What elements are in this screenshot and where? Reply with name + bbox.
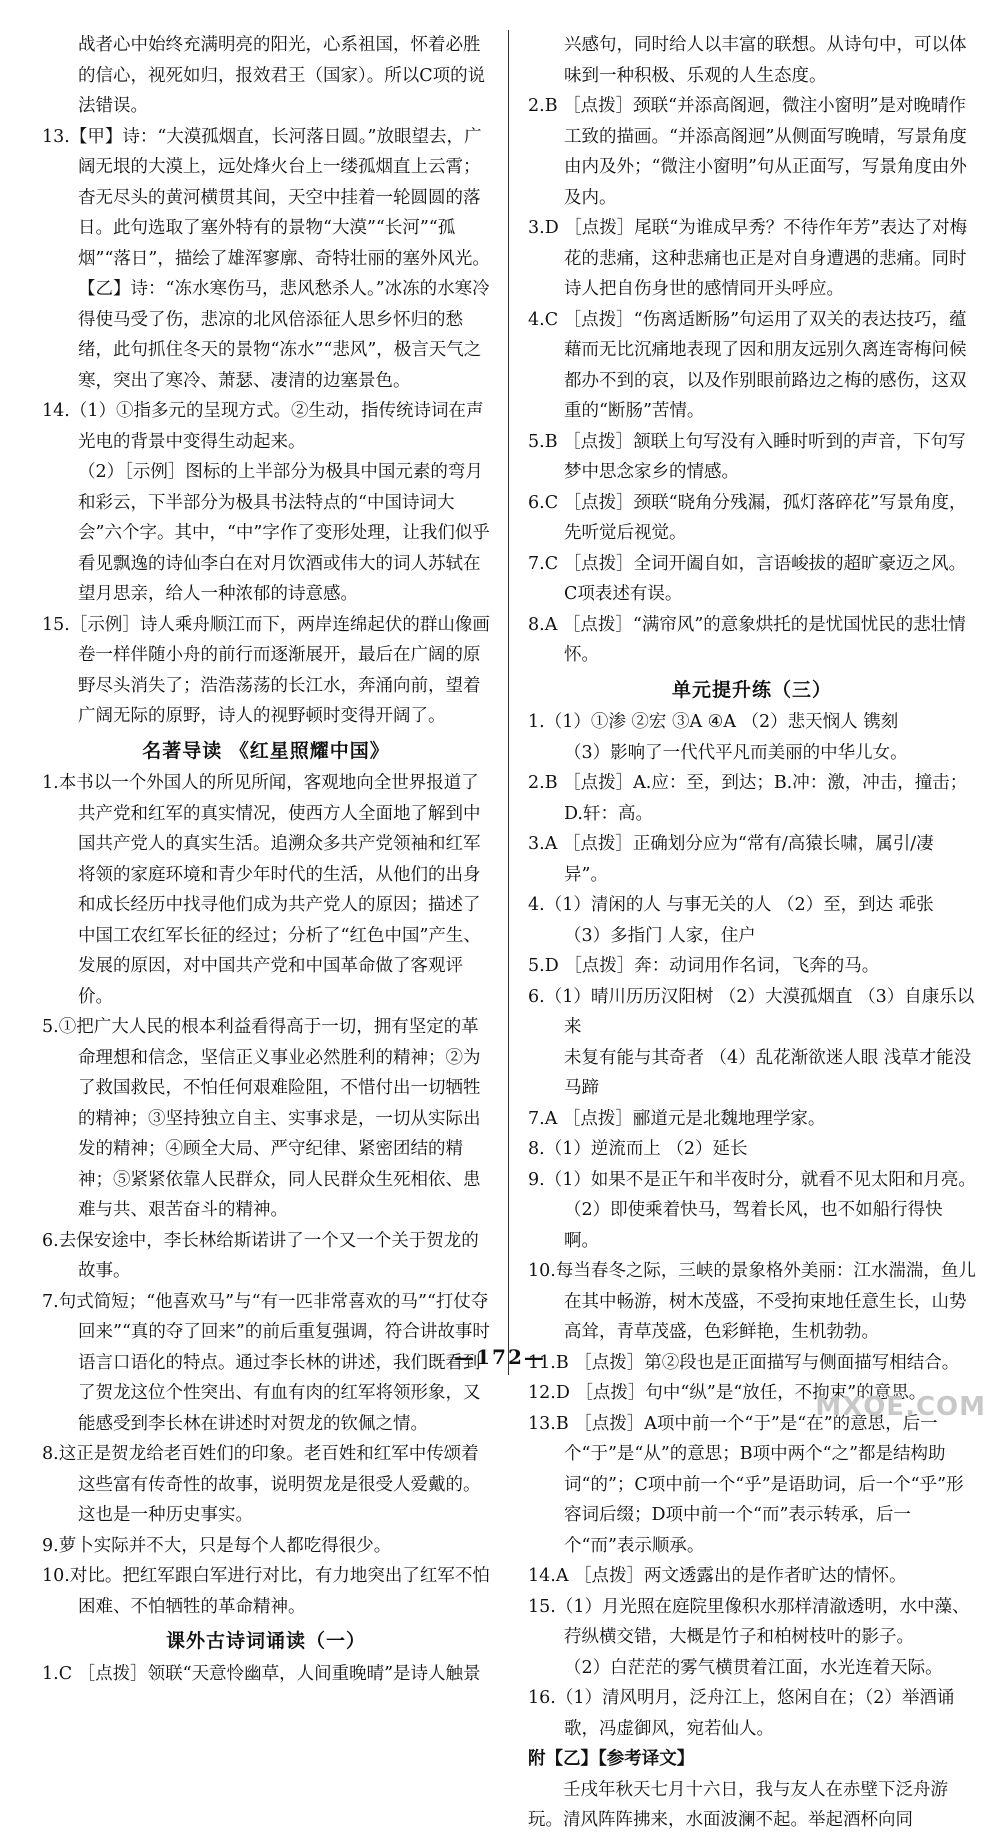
answer-k1-continuation: 兴感句，同时给人以丰富的联想。从诗句中，可以体味到一种积极、乐观的人生态度。 — [564, 35, 967, 86]
answer-u1-part1: 1.（1）①渗 ②宏 ③A ④A （2）悲天悯人 镌刻 — [528, 712, 899, 732]
answer-15: 15.［示例］诗人乘舟顺江而下，两岸连绵起伏的群山像画卷一样伴随小舟的前行而逐渐展开，最后在广阔的原野尽头消失了；浩浩荡荡的长江水，奔涌向前，望着广阔无际的原野，诗人的视野顿时变得开阔了。 — [42, 614, 490, 726]
answer-k1: 1.C ［点拨］领联“天意怜幽草，人间重晚晴”是诗人触景 — [42, 1663, 481, 1684]
answer-u6-part2: 未复有能与其奇者 （4）乱花渐欲迷人眼 浅草才能没马蹄 — [564, 1047, 972, 1098]
answer-u11: 11.B ［点拨］第②段也是正面描写与侧面描写相结合。 — [528, 1352, 960, 1373]
reference-translation: 壬戌年秋天七月十六日，我与友人在赤壁下泛舟游玩。清风阵阵拂来，水面波澜不起。举起酒杯向同 — [528, 1779, 948, 1830]
answer-k4: 4.C ［点拨］“伤离适断肠”句运用了双关的表达技巧，蕴藉而无比沉痛地表现了因和朋友远别久离连寄梅问候都办不到的哀，以及作别眼前路边之梅的感伤，这双重的“断肠”苦情。 — [528, 309, 967, 421]
answer-u6-part1: 6.（1）晴川历历汉阳树 （2）大漠孤烟直 （3）自康乐以来 — [528, 986, 975, 1037]
answer-m1: 1.本书以一个外国人的所见所闻，客观地向全世界报道了共产党和红军的真实情况，使西方人全面地了解到中国共产党人的真实生活。追溯众多共产党领袖和红军将领的家庭环境和青少年时代的生活，从他们的出身和成长经历中找寻他们成为共产党人的原因；描述了中国工农红军长征的经过；分析了“红色中国”产生、发展的原因，对中国共产党和中国革命做了客观评价。 — [42, 773, 481, 1007]
answer-u8: 8.（1）逆流而上 （2）延长 — [528, 1139, 748, 1159]
left-column — [42, 30, 490, 1689]
answer-m6: 6.去保安途中，李长林给斯诺讲了一个又一个关于贺龙的故事。 — [42, 1230, 479, 1281]
answer-u12: 12.D ［点拨］句中“纵”是“放任，不拘束”的意思。 — [528, 1383, 927, 1403]
appendix-heading: 附【乙】【参考译文】 — [528, 1749, 695, 1769]
answer-k6: 6.C ［点拨］颈联“晓角分残漏，孤灯落碎花”写景角度，先听觉后视觉。 — [528, 492, 967, 543]
answer-m8: 8.这正是贺龙给老百姓们的印象。老百姓和红军中传颂着这些富有传奇性的故事，说明贺龙是很受人爱戴的。这也是一种历史事实。 — [42, 1444, 481, 1525]
answer-u5: 5.D ［点拨］奔：动词用作名词，飞奔的马。 — [528, 956, 880, 976]
section-heading-classic-reading: 名著导读 《红星照耀中国》 — [142, 739, 390, 762]
answer-u9-part2: （2）即使乘着快马，驾着长风，也不如船行得快啊。 — [564, 1200, 943, 1251]
right-column — [528, 30, 976, 1836]
answer-14-part1: 14.（1）①指多元的呈现方式。②生动，指传统诗词在声光电的背景中变得生动起来。 — [42, 401, 484, 452]
answer-u16: 16.（1）清风明月，泛舟江上，悠闲自在；（2）举酒诵歌，冯虚御风，宛若仙人。 — [528, 1688, 955, 1739]
answer-u7: 7.A ［点拨］郦道元是北魏地理学家。 — [528, 1108, 826, 1129]
answer-u2: 2.B ［点拨］A.应：至，到达；B.冲：激，冲击，撞击；D.轩：高。 — [528, 773, 968, 824]
column-divider — [508, 30, 509, 1375]
section-heading-poetry-recital: 课外古诗词诵读（一） — [165, 1630, 366, 1652]
answer-m5: 5.①把广大人民的根本利益看得高于一切，拥有坚定的革命理想和信念，坚信正义事业必然胜利的精神；②为了救国救民，不怕任何艰难险阻，不惜付出一切牺牲的精神；③坚持独立自主、实事求是，一切从实际出发的精神；④顾全大局、严守纪律、紧密团结的精神；⑤紧紧依靠人民群众，同人民群众生死相依、患难与共、艰苦奋斗的精神。 — [42, 1017, 481, 1220]
section-heading-unit-practice: 单元提升练（三） — [671, 678, 832, 701]
answer-m7: 7.句式简短；“他喜欢马”与“有一匹非常喜欢的马”“打仗夺回来”“真的夺了回来”的前后重复强调，符合讲故事时语言口语化的特点。通过李长林的讲述，我们既看到了贺龙这位个性突出、有血有肉的红军将领形象，又能感受到李长林在讲述时对贺龙的钦佩之情。 — [42, 1291, 490, 1434]
answer-u15-part1: 15.（1）月光照在庭院里像积水那样清澈透明，水中藻、荇纵横交错，大概是竹子和柏树枝叶的影子。 — [528, 1596, 970, 1647]
answer-13: 13.【甲】诗：“大漠孤烟直，长河落日圆。”放眼望去，广阔无垠的大漠上，远处烽火台上一缕孤烟直上云霄；杳无尽头的黄河横贯其间，天空中挂着一轮圆圆的落日。此句选取了塞外特有的景物“大漠”“长河”“孤烟”“落日”，描绘了雄浑寥廓、奇特壮丽的塞外风光。【乙】诗：“冻水寒伤马，悲风愁杀人。”冰冻的水寒冷得使马受了伤，悲凉的北风倍添征人思乡怀归的愁绪，此句抓住冬天的景物“冻水”“悲风”，极言天气之寒，突出了寒冷、萧瑟、凄清的边塞景色。 — [42, 126, 490, 391]
answer-m9: 9.萝卜实际并不大，只是每个人都吃得很少。 — [42, 1535, 392, 1556]
answer-k8: 8.A ［点拨］“满帘风”的意象烘托的是忧国忧民的悲壮情怀。 — [528, 614, 966, 665]
watermark-logo: MXQE.COM — [815, 1391, 986, 1422]
answer-u15-part2: （2）白茫茫的雾气横贯着江面，水光连着天际。 — [564, 1657, 943, 1678]
answer-u1-part2: （3）影响了一代代平凡而美丽的中华儿女。 — [564, 742, 908, 763]
answer-k5: 5.B ［点拨］颔联上句写没有入睡时听到的声音，下句写梦中思念家乡的情感。 — [528, 431, 966, 482]
answer-k3: 3.D ［点拨］尾联“为谁成早秀？不待作年芳”表达了对梅花的悲痛，这种悲痛也正是对自身遭遇的悲痛。同时诗人把自伤身世的感情同开头呼应。 — [528, 218, 968, 299]
answer-k2: 2.B ［点拨］颈联“并添高阁迥，微注小窗明”是对晚晴作工致的描画。“并添高阁迥”从侧面写晚晴，写景角度由内及外；“微注小窗明”句从正面写，写景角度由外及内。 — [528, 96, 967, 208]
answer-u4-part2: （3）多指门 人家，住户 — [564, 925, 756, 946]
answer-m10: 10.对比。把红军跟白军进行对比，有力地突出了红军不怕困难、不怕牺牲的革命精神。 — [42, 1566, 490, 1617]
answer-k7: 7.C ［点拨］全词开阖自如，言语峻拔的超旷豪迈之风。C项表述有误。 — [528, 553, 967, 604]
answer-u13: 13.B ［点拨］A项中前一个“于”是“在”的意思，后一个“于”是“从”的意思；B项中两个“之”都是结构助词“的”；C项中前一个“乎”是语助词，后一个“乎”形容词后缀；D项中前一个“而”表示转承，后一个“而”表示顺承。 — [528, 1413, 964, 1556]
answer-14-part2: （2）［示例］图标的上半部分为极具中国元素的弯月和彩云，下半部分为极具书法特点的“中国诗词大会”六个字。其中，“中”字作了变形处理，让我们似乎看见飘逸的诗仙李白在对月饮酒或伟大的词人苏轼在望月思亲，给人一种浓郁的诗意感。 — [78, 462, 490, 604]
answer-continuation: 战者心中始终充满明亮的阳光，心系祖国，怀着必胜的信心，视死如归，报效君王（国家）。所以C项的说法错误。 — [78, 35, 486, 116]
answer-u3: 3.A ［点拨］正确划分应为“常有/高猿长啸，属引/凄异”。 — [528, 834, 934, 885]
page-number: —172— — [454, 1345, 546, 1369]
answer-u14: 14.A ［点拨］两文透露出的是作者旷达的情怀。 — [528, 1566, 907, 1586]
answer-u10: 10.每当春冬之际，三峡的景象格外美丽：江水湍湍，鱼儿在其中畅游，树木茂盛，不受拘束地任意生长，山势高耸，青草茂盛，色彩鲜艳，生机勃勃。 — [528, 1261, 976, 1342]
answer-u9-part1: 9.（1）如果不是正午和半夜时分，就看不见太阳和月亮。 — [528, 1169, 976, 1190]
answer-u4-part1: 4.（1）清闲的人 与事无关的人 （2）至，到达 乖张 — [528, 895, 934, 915]
